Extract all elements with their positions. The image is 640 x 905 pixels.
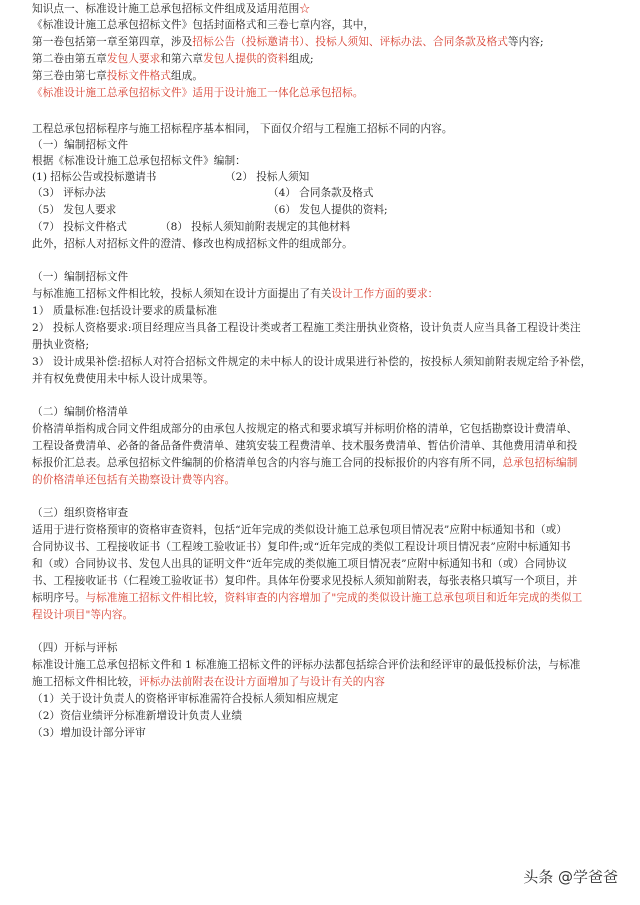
intro-line-2: 第一卷包括第一章至第四章，涉及招标公告（投标邀请书）、投标人须知、评标办法、合同条款及格式等内容; (32, 36, 544, 48)
intro-line-4: 第三卷由第七章投标文件格式组成。 (32, 70, 204, 82)
section-1-title: （一）编制招标文件 (32, 271, 129, 283)
section-1-line: 册执业资格; (32, 339, 90, 351)
intro-line-5: 《标准设计施工总承包招标文件》适用于设计施工一体化总承包招标。 (32, 87, 364, 99)
watermark: 头条 @学爸爸 (523, 868, 618, 886)
section-1-line: 2） 投标人资格要求:项目经理应当具备工程设计类或者工程施工类注册执业资格，设计负责人应当具备工程设计类注 (32, 322, 581, 334)
overview-line-4: 此外，招标人对招标文件的澄清、修改也构成招标文件的组成部分。 (32, 238, 353, 250)
section-3-line: 程设计项目"等内容。 (32, 609, 134, 621)
list-item: （1）关于设计负责人的资格评审标准需符合投标人须知相应规定 (32, 693, 339, 705)
section-3-title: （三）组织资格审查 (32, 507, 129, 519)
list-item: （2） 投标人须知 (225, 171, 310, 183)
section-4-title: （四）开标与评标 (32, 642, 118, 654)
section-3-line: 标明序号。与标准施工招标文件相比较，资料审查的内容增加了"完成的类似设计施工总承包项目和近年完成的类似工 (32, 592, 583, 604)
list-item: （7） 投标文件格式 (32, 221, 127, 233)
section-1-line: 3） 设计成果补偿:招标人对符合招标文件规定的未中标人的设计成果进行补偿的，按投标人须知前附表规定给予补偿， (32, 356, 592, 368)
list-item: （3）增加设计部分评审 (32, 727, 146, 739)
section-4-line: 施工招标文件相比较，评标办法前附表在设计方面增加了与设计有关的内容 (32, 676, 385, 688)
section-2-line: 工程设备费清单、必备的备品备件费清单、建筑安装工程费清单、技术服务费清单、暂估价清单、其他费用清单和投 (32, 440, 578, 452)
section-1-line: 1） 质量标准:包括设计要求的质量标准 (32, 305, 218, 317)
overview-line-2: （一）编制招标文件 (32, 139, 129, 151)
section-3-line: 合同协议书、工程接收证书（工程竣工验收证书）复印件;或“近年完成的类似工程设计项目情况表”应附中标通知书 (32, 541, 571, 553)
list-item: （3） 评标办法 (32, 187, 106, 199)
list-item: (1) 招标公告或投标邀请书 (32, 171, 157, 183)
list-item: （6） 发包人提供的资料; (268, 204, 388, 216)
section-1-line: 与标准施工招标文件相比较，投标人须知在设计方面提出了有关设计工作方面的要求： (32, 288, 439, 300)
section-2-title: （二）编制价格清单 (32, 406, 129, 418)
section-3-line: 适用于进行资格预审的资格审查资料，包括“近年完成的类似设计施工总承包项目情况表”应附中标通知书和（或） (32, 524, 568, 536)
star-icon: ☆ (299, 3, 311, 15)
list-item: （4） 合同条款及格式 (268, 187, 374, 199)
section-3-line: 书、工程接收证书（仁程竣工验收证书）复印件。具体年份要求见投标人须知前附表，每张表格只填写一个项目，并 (32, 575, 578, 587)
header-title: 知识点一、标准设计施工总承包招标文件组成及适用范围☆ (32, 3, 311, 15)
overview-line-3: 根据《标准设计施工总承包招标文件》编制： (32, 155, 246, 167)
intro-line-1: 《标准设计施工总承包招标文件》包括封面格式和三卷七章内容，其中， (32, 19, 375, 31)
section-2-line: 标报价汇总表。总承包招标文件编制的价格清单包含的内容与施工合同的投标报价的内容有所不同，总承包招标编制 (32, 457, 578, 469)
overview-line-1: 工程总承包招标程序与施工招标程序基本相同， 下面仅介绍与工程施工招标不同的内容。 (32, 123, 453, 135)
section-2-line: 价格清单指构成合同文件组成部分的由承包人按规定的格式和要求填写并标明价格的清单，它包括勘察设计费清单、 (32, 423, 578, 435)
list-item: （8） 投标人须知前附表规定的其他材料 (160, 221, 351, 233)
section-2-line: 的价格清单还包括有关勘察设计费等内容。 (32, 474, 236, 486)
section-1-line: 并有权免费使用未中标人设计成果等。 (32, 373, 214, 385)
section-4-line: 标准设计施工总承包招标文件和 1 标准施工招标文件的评标办法都包括综合评价法和经评审的最低投标价法，与标准 (32, 659, 581, 671)
list-item: （2）资信业绩评分标准新增设计负责人业绩 (32, 710, 243, 722)
intro-line-3: 第二卷由第五章发包人要求和第六章发包人提供的资料组成; (32, 53, 314, 65)
list-item: （5） 发包人要求 (32, 204, 117, 216)
section-3-line: 和（或）合同协议书、发包人出具的证明文件“近年完成的类似施工项目情况表”应附中标通知书和（或）合同协议 (32, 558, 568, 570)
